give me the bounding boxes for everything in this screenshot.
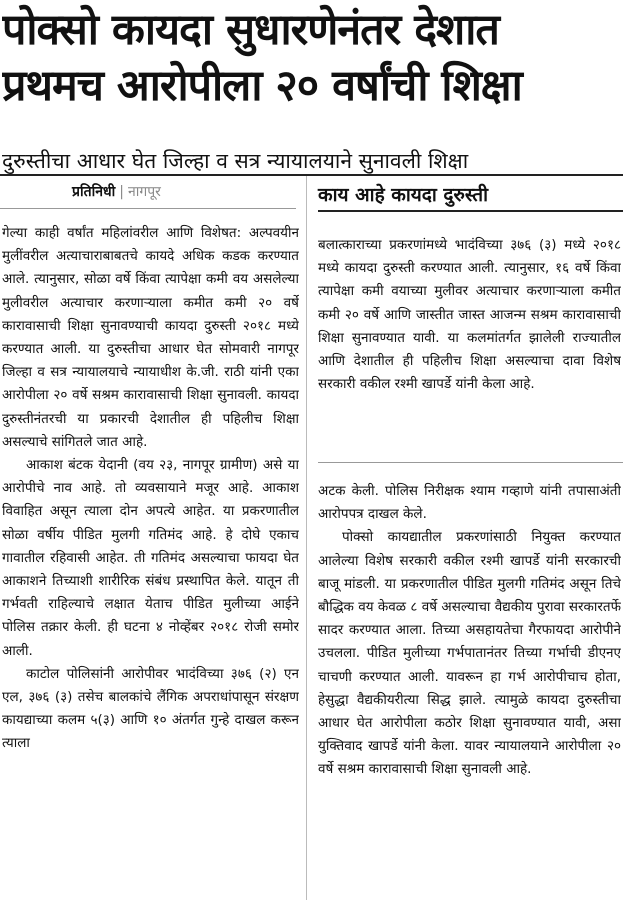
byline-rule	[0, 208, 296, 209]
subheadline-rule	[0, 174, 623, 176]
left-paragraph-2: आकाश बंटक येदानी (वय २३, नागपूर ग्रामीण) असे या आरोपीचे नाव आहे. तो व्यवसायाने मजूर आहे. आकाश विवाहित असून त्याला दोन अपत्ये आहेत. या प्रकरणातील सोळा वर्षीय पीडित मुलगी गतिमंद आहे. हे दोघे एकाच गावातील रहिवासी आहेत. ती गतिमंद असल्याचा फायदा घेत आकाशने तिच्याशी शारीरिक संबंध प्रस्थापित केले. यातून ती गर्भवती राहिल्याचे लक्षात येताच पीडित मुलीच्या आईने पोलिस तक्रार केली. ही घटना ४ नोव्हेंबर २०१८ रोजी समोर आली.	[2, 457, 299, 659]
headline-line-2: प्रथमच आरोपीला २० वर्षांची शिक्षा	[2, 61, 522, 111]
byline-author: प्रतिनिधी	[72, 184, 116, 200]
headline-line-1: पोक्सो कायदा सुधारणेनंतर देशात	[2, 5, 499, 55]
box-text: बलात्काराच्या प्रकरणांमध्ये भादंविच्या ३७६ (३) मध्ये २०१८ मध्ये कायदा दुरुस्ती करण्यात आली. त्यानुसार, १६ वर्षे किंवा त्यापेक्षा कमी वयाच्या मुलीवर अत्याचार करणाऱ्याला कमीत कमी २० वर्षे आणि जास्तीत जास्त आजन्म सश्रम कारावासाची शिक्षा सुनावण्यात यावी. या कलमांतर्गत झालेली राज्यातील आणि देशातील ही पहिलीच शिक्षा असल्याचा दावा विशेष सरकारी वकील रश्मी खापर्डे यांनी केला आहे.	[318, 237, 621, 393]
headline	[2, 2, 621, 114]
left-column	[2, 222, 299, 900]
left-paragraph-3: काटोल पोलिसांनी आरोपीवर भादंविच्या ३७६ (२) एन एल, ३७६ (३) तसेच बालकांचे लैंगिक अपराधांपासून संरक्षण कायद्याच्या कलम ५(३) आणि १० अंतर्गत गुन्हे दाखल करून त्याला	[2, 665, 299, 752]
subheadline: दुरुस्तीचा आधार घेत जिल्हा व सत्र न्यायालयाने सुनावली शिक्षा	[2, 149, 469, 173]
box-title-rule	[318, 210, 623, 212]
right-paragraph-1: अटक केली. पोलिस निरीक्षक श्याम गव्हाणे यांनी तपासाअंती आरोपपत्र दाखल केले.	[318, 483, 621, 523]
column-divider	[306, 176, 307, 900]
byline-city: नागपूर	[127, 184, 161, 200]
right-column	[318, 480, 621, 900]
box-bottom-rule	[318, 462, 623, 463]
right-paragraph-2: पोक्सो कायद्यातील प्रकरणांसाठी नियुक्त करण्यात आलेल्या विशेष सरकारी वकील रश्मी खापर्डे यांनी सरकारची बाजू मांडली. या प्रकरणातील पीडित मुलगी गतिमंद असून तिचे बौद्धिक वय केवळ ८ वर्षे असल्याचा वैद्यकीय पुरावा सरकारतर्फे सादर करण्यात आला. तिच्या असहायतेचा गैरफायदा आरोपीने उचलला. पीडित मुलीच्या गर्भपातानंतर तिच्या गर्भाची डीएनए चाचणी करण्यात आली. यावरून हा गर्भ आरोपीचाच होता, हेसुद्धा वैद्यकीयरीत्या सिद्ध झाले. त्यामुळे कायदा दुरुस्तीचा आधार घेत आरोपीला कठोर शिक्षा सुनावण्यात यावी, असा युक्तिवाद खापर्डे यांनी केला. यावर न्यायालयाने आरोपीला २० वर्षे सश्रम कारावासाची शिक्षा सुनावली आहे.	[318, 529, 621, 778]
left-paragraph-1: गेल्या काही वर्षांत महिलांवरील आणि विशेषत: अल्पवयीन मुलींवरील अत्याचाराबाबतचे कायदे अधिक कडक करण्यात आले. त्यानुसार, सोळा वर्षे किंवा त्यापेक्षा कमी वय असलेल्या मुलीवरील अत्याचार करणाऱ्याला कमीत कमी २० वर्षे कारावासाची शिक्षा सुनावण्याची कायदा दुरुस्ती २०१८ मध्ये करण्यात आली. या दुरुस्तीचा आधार घेत सोमवारी नागपूर जिल्हा व सत्र न्यायालयाचे न्यायाधीश के.जी. राठी यांनी एका आरोपीला २० वर्षे सश्रम कारावासाची शिक्षा सुनावली. कायदा दुरुस्तीनंतरची या प्रकारची देशातील ही पहिलीच शिक्षा असल्याचे सांगितले जात आहे.	[2, 225, 299, 450]
byline-separator: |	[119, 184, 124, 200]
box-title: काय आहे कायदा दुरुस्ती	[318, 184, 489, 206]
byline	[72, 182, 161, 202]
